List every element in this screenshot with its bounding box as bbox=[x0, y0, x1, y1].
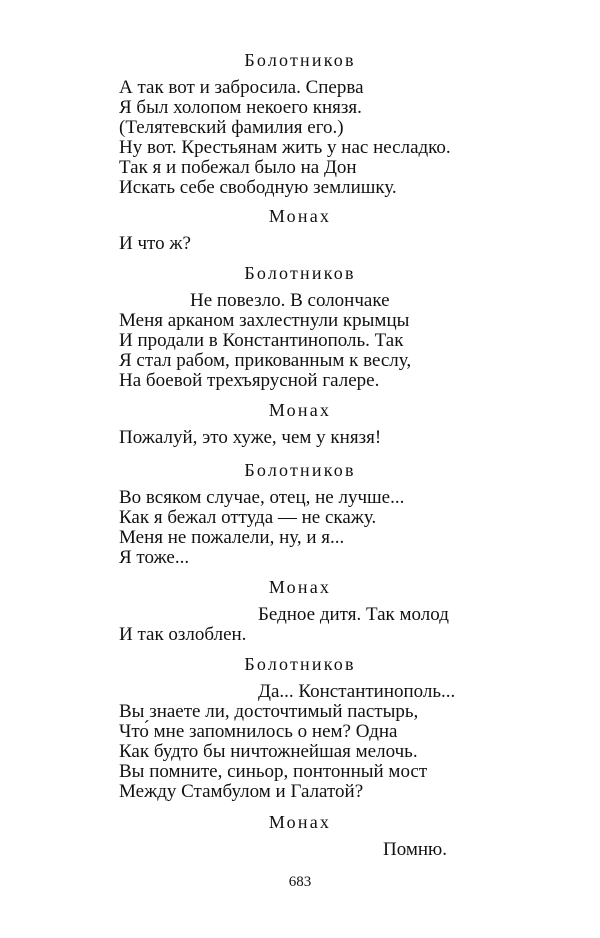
verse-line: Не повезло. В солончаке bbox=[190, 290, 390, 311]
verse-line: Да... Константинополь... bbox=[258, 681, 456, 702]
verse-line: Вы помните, синьор, понтонный мост bbox=[119, 761, 428, 782]
verse-line: Во всяком случае, отец, не лучше... bbox=[119, 487, 405, 508]
speaker-name: Болотников bbox=[244, 50, 356, 70]
verse-line: Я был холопом некоего князя. bbox=[119, 97, 362, 118]
verse-line: Меня арканом захлестнули крымцы bbox=[119, 310, 410, 331]
verse-line: А так вот и забросила. Сперва bbox=[119, 77, 364, 98]
verse-line: Ну вот. Крестьянам жить у нас несладко. bbox=[119, 137, 451, 158]
verse-line: Пожалуй, это хуже, чем у князя! bbox=[119, 427, 382, 448]
speaker-name: Монах bbox=[268, 812, 332, 832]
verse-line: И продали в Константинополь. Так bbox=[119, 330, 404, 351]
speaker-name: Болотников bbox=[244, 263, 356, 283]
verse-line: Как я бежал оттуда — не скажу. bbox=[119, 507, 377, 528]
verse-line: (Телятевский фамилия его.) bbox=[119, 117, 344, 138]
speaker-name: Монах bbox=[268, 577, 332, 597]
speaker-name: Болотников bbox=[244, 654, 356, 674]
speaker-name: Монах bbox=[268, 400, 332, 420]
verse-line: И так озлоблен. bbox=[119, 624, 247, 645]
verse-line: Я стал рабом, прикованным к веслу, bbox=[119, 350, 412, 371]
verse-line: На боевой трехъярусной галере. bbox=[119, 370, 380, 391]
verse-line: Меня не пожалели, ну, и я... bbox=[119, 527, 345, 548]
speaker-name: Болотников bbox=[244, 460, 356, 480]
verse-line: И что ж? bbox=[119, 233, 191, 254]
verse-line: Вы знаете ли, досточтимый пастырь, bbox=[119, 701, 419, 722]
verse-line: Я тоже... bbox=[119, 547, 190, 568]
verse-line: Бедное дитя. Так молод bbox=[258, 604, 449, 625]
verse-line: Что́ мне запомнилось о нем? Одна bbox=[119, 721, 398, 742]
verse-line: Искать себе свободную землишку. bbox=[119, 177, 397, 198]
page-number: 683 bbox=[288, 874, 312, 890]
verse-line: Так я и побежал было на Дон bbox=[119, 157, 357, 178]
verse-line: Помню. bbox=[383, 839, 447, 860]
verse-line: Как будто бы ничтожнейшая мелочь. bbox=[119, 741, 418, 762]
speaker-name: Монах bbox=[268, 206, 332, 226]
verse-line: Между Стамбулом и Галатой? bbox=[119, 781, 364, 802]
